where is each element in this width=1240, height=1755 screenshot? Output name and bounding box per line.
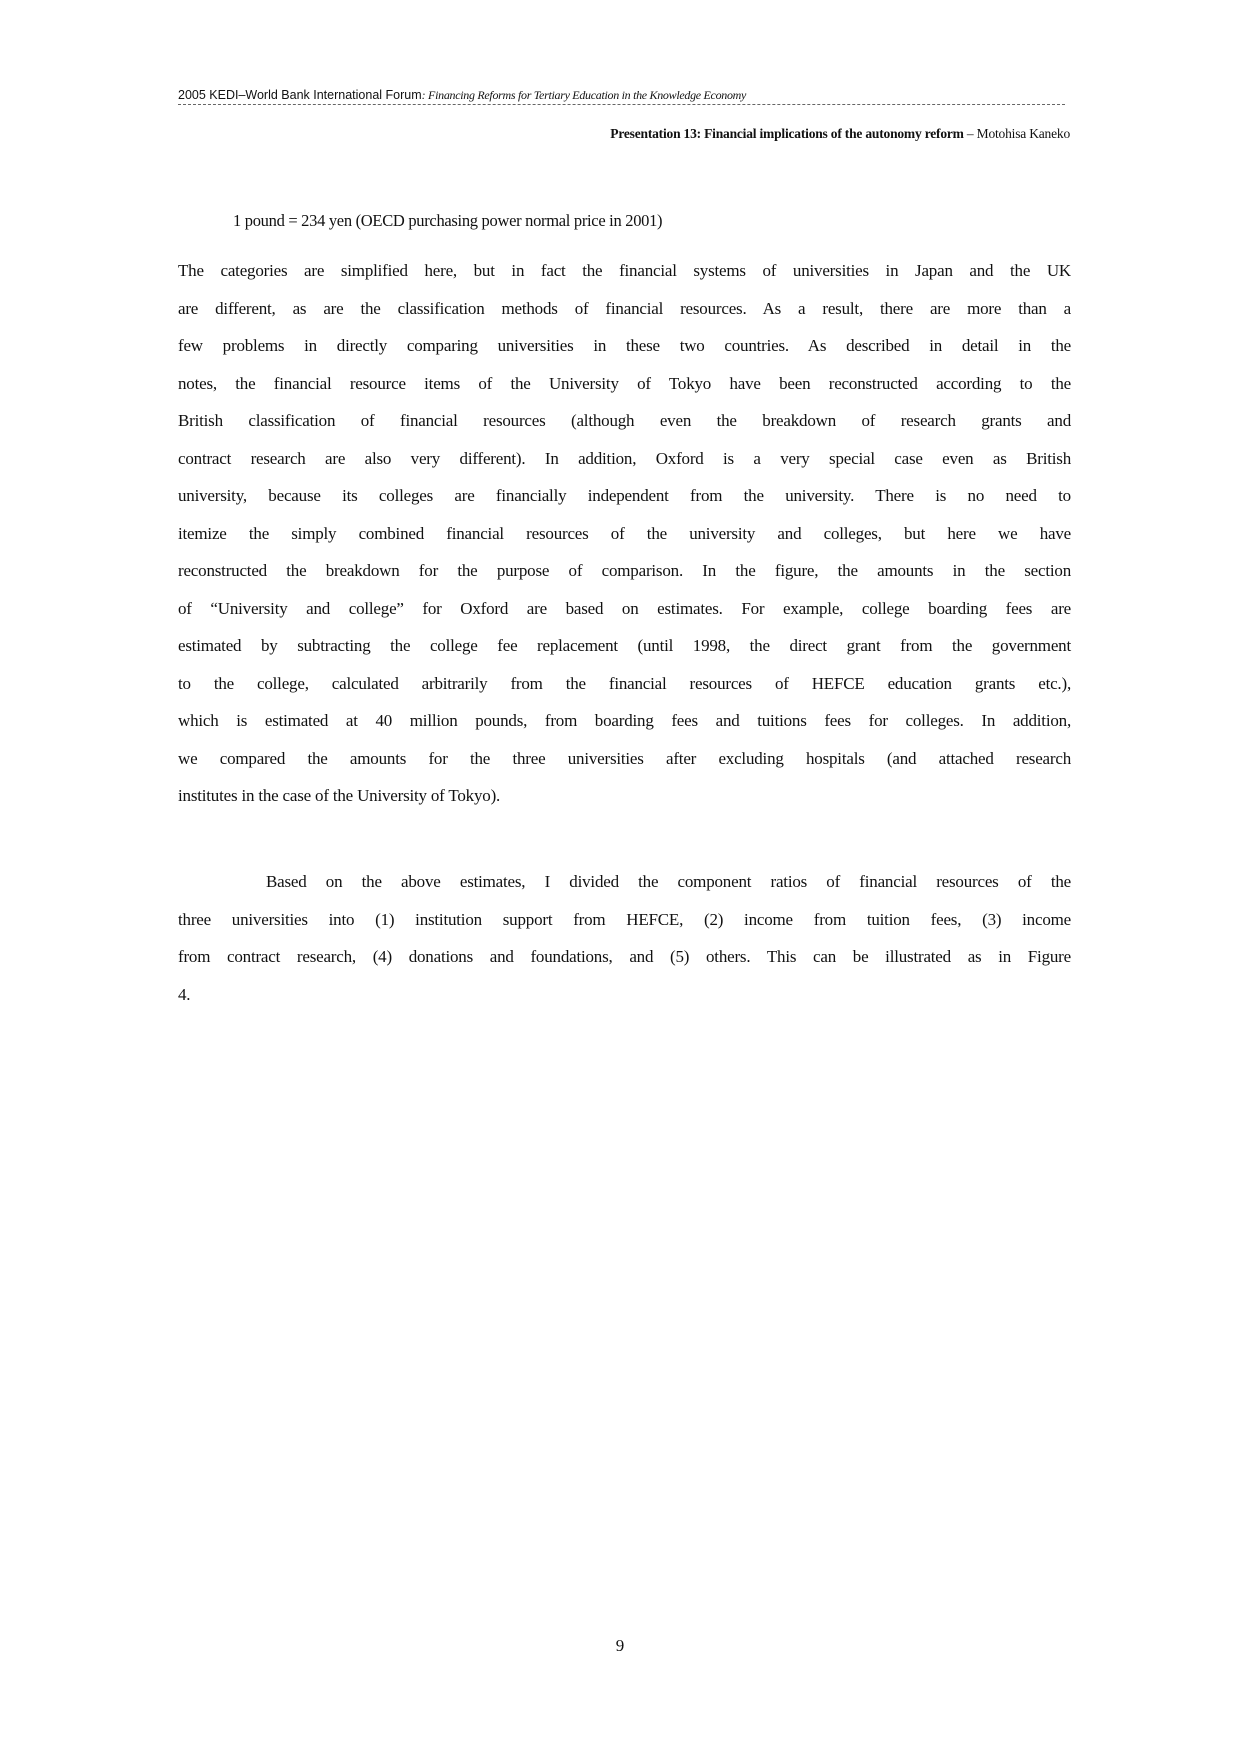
text-line: three universities into (1) institution support from HEFCE, (2) income from tuition fees, (3) income <box>178 909 1071 929</box>
text-line: notes, the financial resource items of the University of Tokyo have been reconstructed according to the <box>178 373 1071 393</box>
header-divider <box>178 104 1065 105</box>
text-line: to the college, calculated arbitrarily from the financial resources of HEFCE education grants etc.), <box>178 673 1071 693</box>
author: – Motohisa Kaneko <box>963 126 1070 141</box>
text-line: estimated by subtracting the college fee replacement (until 1998, the direct grant from the government <box>178 636 1071 655</box>
text-line: reconstructed the breakdown for the purpose of comparison. In the figure, the amounts in the section <box>178 561 1071 580</box>
text-line: of “University and college” for Oxford are based on estimates. For example, college boarding fees are <box>178 598 1071 618</box>
paragraph-2 <box>178 863 1071 1013</box>
forum-subtitle: : Financing Reforms for Tertiary Education in the Knowledge Economy <box>421 88 747 102</box>
running-header <box>178 88 746 103</box>
page-number: 9 <box>615 1636 625 1655</box>
text-line: British classification of financial resources (although even the breakdown of research grants and <box>178 411 1071 430</box>
text-line: institutes in the case of the University of Tokyo). <box>178 786 501 805</box>
text-line: The categories are simplified here, but in fact the financial systems of universities in Japan and the UK <box>178 261 1071 280</box>
text-line: contract research are also very different). In addition, Oxford is a very special case even as British <box>178 448 1071 468</box>
text-line: 4. <box>178 984 191 1004</box>
text-line: we compared the amounts for the three universities after excluding hospitals (and attached research <box>178 748 1071 768</box>
text-line: few problems in directly comparing universities in these two countries. As described in detail in the <box>178 336 1071 355</box>
presentation-header <box>610 126 1070 142</box>
text-line: itemize the simply combined financial resources of the university and colleges, but here we have <box>178 523 1071 543</box>
text-line: which is estimated at 40 million pounds, from boarding fees and tuitions fees for colleges. In addition, <box>178 711 1071 730</box>
text-line: Based on the above estimates, I divided the component ratios of financial resources of the <box>266 872 1071 891</box>
presentation-title: Presentation 13: Financial implications of the autonomy reform <box>610 126 964 141</box>
text-line: from contract research, (4) donations and foundations, and (5) others. This can be illustrated as in Figure <box>178 947 1071 966</box>
paragraph-1 <box>178 252 1071 815</box>
exchange-rate-note: 1 pound = 234 yen (OECD purchasing power normal price in 2001) <box>233 211 663 230</box>
forum-title: 2005 KEDI–World Bank International Forum <box>178 88 422 102</box>
text-line: university, because its colleges are financially independent from the university. There is no need to <box>178 486 1071 505</box>
text-line: are different, as are the classification methods of financial resources. As a result, there are more than a <box>178 298 1071 318</box>
